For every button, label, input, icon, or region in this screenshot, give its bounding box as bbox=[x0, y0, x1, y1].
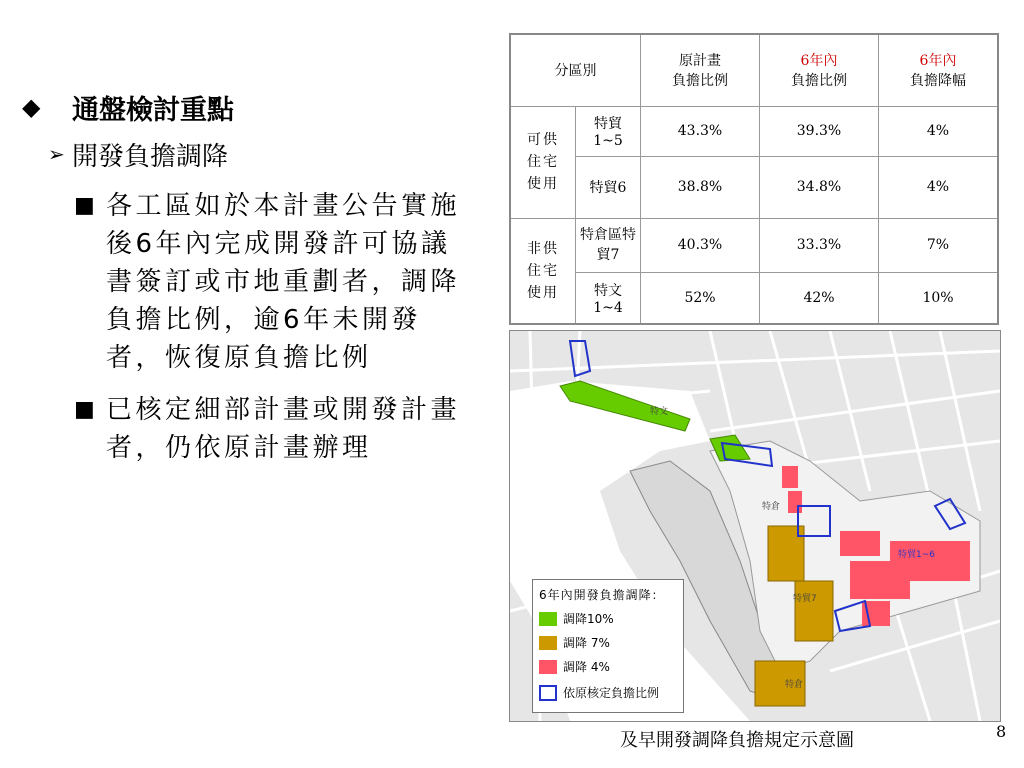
table-header-row bbox=[510, 34, 998, 106]
cell-six-year: 34.8% bbox=[760, 156, 879, 218]
cell-original: 43.3% bbox=[641, 106, 760, 156]
legend-label: 調降 7% bbox=[563, 636, 610, 650]
sub-bullet bbox=[48, 129, 492, 179]
cell-six-year: 33.3% bbox=[760, 218, 879, 272]
legend-swatch-brown bbox=[539, 636, 557, 650]
header-six-year-line2: 負擔比例 bbox=[791, 73, 847, 90]
cell-drop: 4% bbox=[879, 156, 999, 218]
cell-original: 38.8% bbox=[641, 156, 760, 218]
square-bullet-icon: ■ bbox=[74, 397, 95, 422]
map-label-cang: 特倉 bbox=[785, 680, 804, 690]
map-label-wen: 特文 bbox=[650, 407, 669, 417]
legend-label: 調降10% bbox=[563, 612, 614, 626]
detail-bullet-text: 已核定細部計畫或開發計畫者，仍依原計畫辦理 bbox=[106, 395, 461, 463]
map-label-mao16: 特貿1~6 bbox=[898, 550, 935, 560]
main-bullet bbox=[22, 85, 492, 129]
group-nonresidential-l3: 使用 bbox=[527, 284, 559, 301]
group-residential-l3: 使用 bbox=[527, 176, 559, 192]
square-bullet-icon: ■ bbox=[74, 193, 95, 218]
red-zone bbox=[788, 491, 802, 513]
cell-zone: 特貿1~5 bbox=[576, 106, 641, 156]
header-drop bbox=[879, 34, 999, 106]
table-row bbox=[510, 156, 998, 218]
bullet-list bbox=[22, 85, 492, 467]
legend-label: 依原核定負擔比例 bbox=[563, 686, 660, 700]
cell-zone: 特文1~4 bbox=[576, 272, 641, 324]
header-drop-line1: 6年內 bbox=[919, 53, 957, 70]
legend-swatch-red bbox=[539, 660, 557, 674]
diamond-bullet-icon: ◆ bbox=[22, 93, 41, 121]
group-residential-l1: 可供 bbox=[527, 132, 559, 148]
cell-original: 52% bbox=[641, 272, 760, 324]
arrow-bullet-icon: ➢ bbox=[48, 142, 65, 166]
page-number: 8 bbox=[996, 722, 1007, 741]
group-nonresidential bbox=[510, 218, 576, 324]
cell-zone: 特倉區特貿7 bbox=[576, 218, 641, 272]
red-zone bbox=[782, 466, 798, 488]
table-row bbox=[510, 106, 998, 156]
cell-zone: 特貿6 bbox=[576, 156, 641, 218]
brown-zone bbox=[795, 581, 833, 641]
cell-six-year: 42% bbox=[760, 272, 879, 324]
cell-six-year: 39.3% bbox=[760, 106, 879, 156]
map-legend bbox=[532, 579, 684, 713]
detail-bullet-text: 各工區如於本計畫公告實施後6年內完成開發許可協議書簽訂或市地重劃者，調降負擔比例，逾6年未開發者，恢復原負擔比例 bbox=[106, 191, 461, 373]
red-zone bbox=[840, 531, 880, 556]
legend-label: 調降 4% bbox=[563, 660, 610, 674]
zoning-map bbox=[509, 330, 1001, 722]
detail-bullet-2 bbox=[74, 391, 492, 467]
legend-item bbox=[539, 684, 659, 701]
red-zone bbox=[890, 541, 970, 581]
table-row bbox=[510, 218, 998, 272]
cell-drop: 4% bbox=[879, 106, 999, 156]
header-original-line2: 負擔比例 bbox=[672, 73, 728, 90]
legend-swatch-green bbox=[539, 612, 557, 626]
sub-bullet-text: 開發負擔調降 bbox=[72, 141, 229, 172]
map-caption: 及早開發調降負擔規定示意圖 bbox=[620, 730, 854, 751]
header-original-line1: 原計畫 bbox=[679, 53, 721, 70]
detail-bullet-1 bbox=[74, 187, 492, 377]
map-label-cang: 特倉 bbox=[762, 502, 781, 512]
legend-swatch-blue bbox=[539, 685, 557, 701]
header-original bbox=[641, 34, 760, 106]
map-label-mao7: 特貿7 bbox=[793, 594, 817, 604]
legend-item bbox=[539, 634, 610, 651]
header-zone: 分區別 bbox=[510, 34, 641, 106]
cell-drop: 7% bbox=[879, 218, 999, 272]
group-residential bbox=[510, 106, 576, 218]
legend-item bbox=[539, 658, 610, 675]
header-six-year-line1: 6年內 bbox=[800, 53, 838, 70]
header-drop-line2: 負擔降幅 bbox=[910, 73, 966, 90]
legend-title: 6年內開發負擔調降： bbox=[539, 588, 665, 602]
header-six-year bbox=[760, 34, 879, 106]
legend-item bbox=[539, 610, 614, 627]
cell-original: 40.3% bbox=[641, 218, 760, 272]
cell-drop: 10% bbox=[879, 272, 999, 324]
group-residential-l2: 住宅 bbox=[527, 154, 559, 170]
group-nonresidential-l2: 住宅 bbox=[527, 262, 559, 279]
group-nonresidential-l1: 非供 bbox=[527, 240, 559, 257]
burden-ratio-table bbox=[509, 33, 999, 325]
table-row bbox=[510, 272, 998, 324]
main-bullet-text: 通盤檢討重點 bbox=[72, 94, 234, 126]
